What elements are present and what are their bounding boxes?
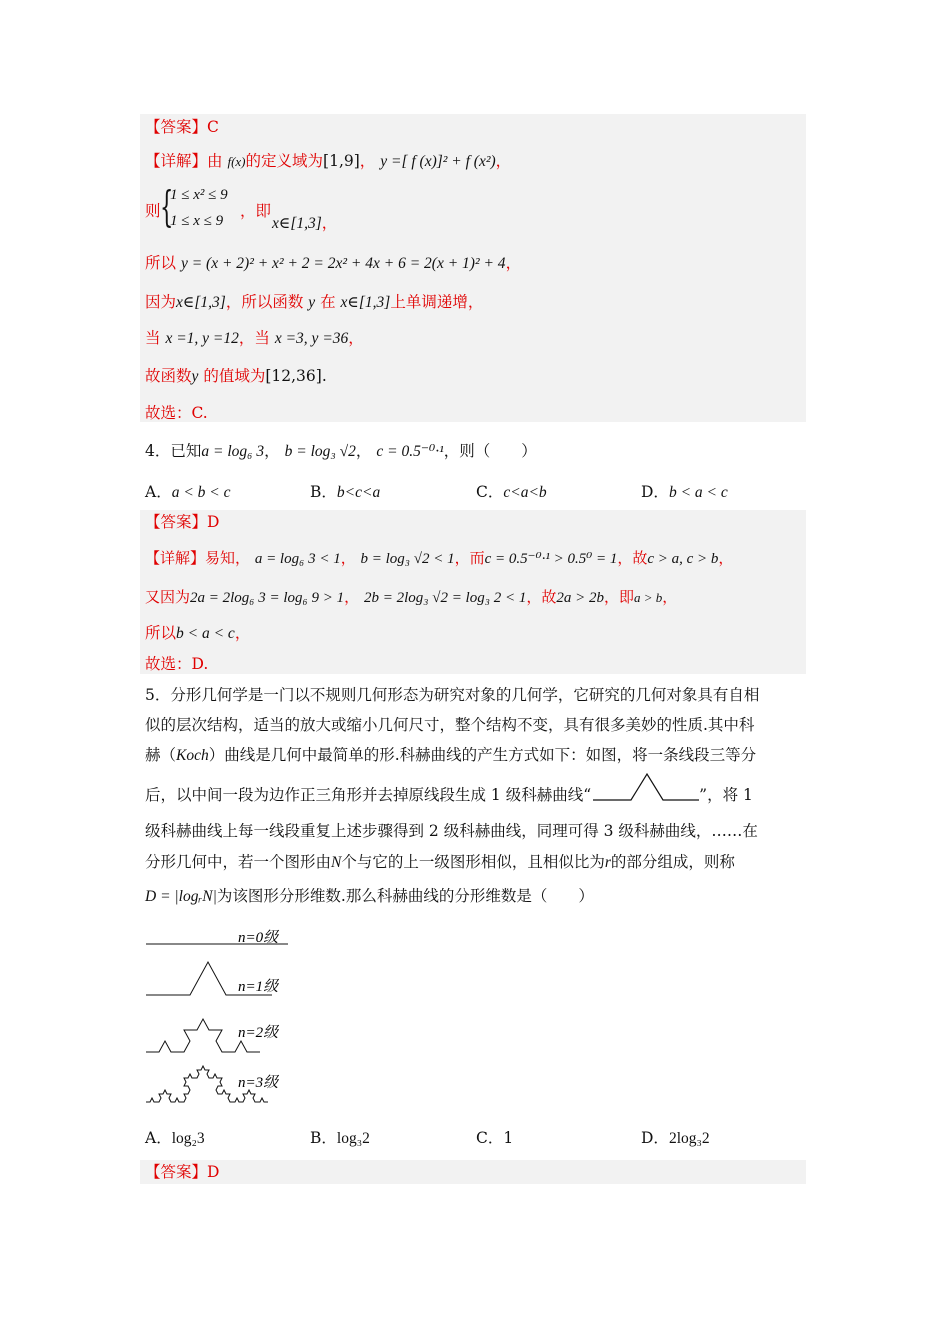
q5-paragraph-1: 5．分形几何学是一门以不规则几何形态为研究对象的几何学，它研究的几何对象具有自相 — [145, 686, 760, 704]
q4-option-c[interactable]: C．c<a<b — [476, 483, 547, 501]
q5-paragraph-4: 后，以中间一段为边作正三角形并去掉原线段生成 1 级科赫曲线“ ”，将 1 — [145, 785, 753, 806]
q5-answer-line: 【答案】D — [145, 1163, 220, 1181]
koch-level-3-label: n=3级 — [238, 1075, 279, 1091]
q4-option-d[interactable]: D．b < a < c — [641, 483, 728, 501]
q4-detail-line-2: 又因为2a = 2log₆ 3 = log₆ 9 > 1， 2b = 2log₃ √2 = log₃ 2 < 1，故2a > 2b，即a > b， — [145, 588, 678, 606]
q5-option-c[interactable]: C．1 — [476, 1129, 514, 1147]
koch-level-1-label: n=1级 — [238, 979, 279, 995]
q3-detail-line-5: 当 x =1, y =12，当 x =3, y =36， — [145, 329, 364, 347]
q4-detail-line-1: 【详解】易知， a = log₆ 3 < 1， b = log₃ √2 < 1，而c = 0.5⁻⁰·¹ > 0.5⁰ = 1，故c > a, c > b， — [145, 549, 734, 567]
q3-detail-line-1: 【详解】由 f(x)的定义域为[1,9]， y =[ f (x)]² + f (x²)， — [145, 152, 512, 170]
q4-option-a[interactable]: A．a < b < c — [145, 483, 231, 501]
system-row-2: 1 ≤ x ≤ 9 — [170, 213, 224, 229]
q3-detail-line-3: 所以 y = (x + 2)² + x² + 2 = 2x² + 4x + 6 = 2(x + 1)² + 4， — [145, 254, 522, 272]
inline-koch-curve-svg — [591, 772, 699, 802]
q5-paragraph-5: 级科赫曲线上每一线段重复上述步骤得到 2 级科赫曲线，同理可得 3 级科赫曲线，……在 — [145, 822, 758, 840]
q3-detail-domain-result: x∈[1,3]， — [272, 214, 338, 232]
q3-detail-line-4: 因为x∈[1,3]，所以函数 y 在 x∈[1,3]上单调递增， — [145, 293, 484, 311]
system-row-1: 1 ≤ x² ≤ 9 — [170, 187, 228, 203]
q5-answer-box — [140, 1160, 806, 1184]
system-brace: { — [160, 182, 174, 231]
q4-conclusion: 故选：D. — [145, 655, 209, 673]
q3-detail-line-2: ，即 — [240, 202, 272, 220]
q3-conclusion: 故选：C. — [145, 404, 208, 422]
inline-koch-curve-line — [593, 774, 699, 800]
koch-level-2-label: n=2级 — [238, 1025, 279, 1041]
q4-answer-line: 【答案】D — [145, 513, 220, 531]
koch-level-0-label: n=0级 — [238, 930, 279, 946]
q5-option-d[interactable]: D．2log₃2 — [641, 1129, 710, 1147]
q3-detail-then: 则 — [145, 202, 161, 220]
koch-curve-figure — [140, 922, 300, 1112]
q5-option-b[interactable]: B．log₃2 — [310, 1129, 370, 1147]
inline-koch-curve-image — [591, 786, 699, 806]
q5-paragraph-6: 分形几何中，若一个图形由N个与它的上一级图形相似，且相似比为r的部分组成，则称 — [145, 853, 735, 871]
q5-option-a[interactable]: A．log₂3 — [145, 1129, 205, 1147]
q4-detail-line-3: 所以b < a < c， — [145, 624, 251, 642]
q5-paragraph-3: 赫（Koch）曲线是几何中最简单的形.科赫曲线的产生方式如下：如图，将一条线段三等分 — [145, 746, 757, 764]
q3-answer-line: 【答案】C — [145, 118, 219, 136]
q5-paragraph-2: 似的层次结构，适当的放大或缩小几何尺寸，整个结构不变，具有很多美妙的性质.其中科 — [145, 716, 755, 734]
q5-paragraph-7: D = |logᵣN|为该图形分形维数.那么科赫曲线的分形维数是（ ） — [145, 887, 594, 905]
q4-stem: 4．已知a = log₆ 3， b = log₃ √2， c = 0.5⁻⁰·¹，则（ ） — [145, 442, 537, 460]
q3-detail-line-6: 故函数y 的值域为[12,36]. — [145, 367, 327, 385]
q4-option-b[interactable]: B．b<c<a — [310, 483, 381, 501]
